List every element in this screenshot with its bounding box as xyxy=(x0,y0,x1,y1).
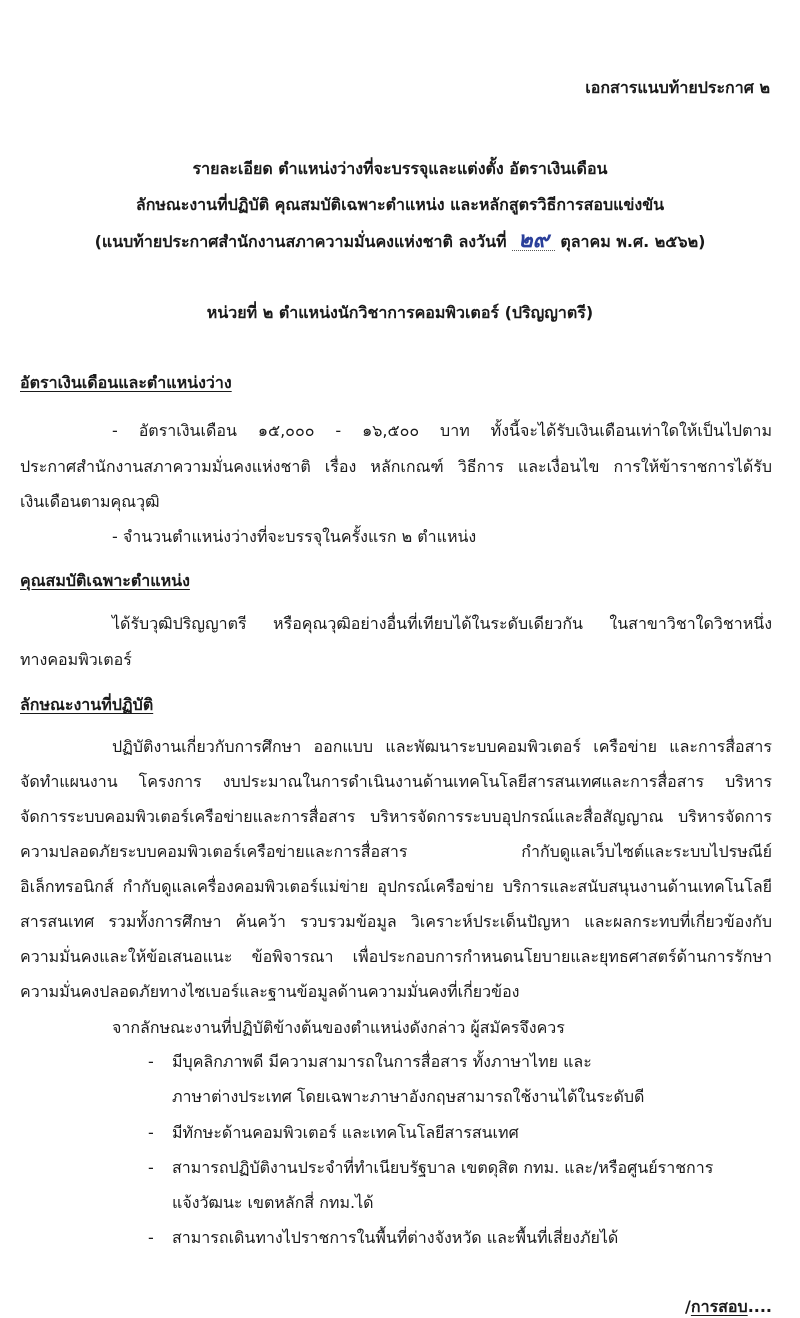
qualification-line-1: ได้รับวุฒิปริญญาตรี หรือคุณวุฒิอย่างอื่นที่เทียบได้ในระดับเดียวกัน ในสาขาวิชาใดวิชาหนึ่ง xyxy=(112,614,772,633)
continuation-marker xyxy=(685,1296,772,1318)
duties-line: ปฏิบัติงานเกี่ยวกับการศึกษา ออกแบบ และพัฒนาระบบคอมพิวเตอร์ เครือข่าย และการสื่อสาร xyxy=(112,737,772,756)
duties-line: ความมั่นคงปลอดภัยทางไซเบอร์และฐานข้อมูลด้านความมั่นคงที่เกี่ยวข้อง xyxy=(20,982,520,1001)
title-line-3-prefix: (แนบท้ายประกาศสำนักงานสภาความมั่นคงแห่งชาติ ลงวันที่ xyxy=(94,232,507,251)
salary-heading: อัตราเงินเดือนและตำแหน่งว่าง xyxy=(20,373,232,392)
bullet-text-continued: แจ้งวัฒนะ เขตหลักสี่ กทม.ได้ xyxy=(172,1193,374,1212)
bullet-text: มีบุคลิกภาพดี มีความสามารถในการสื่อสาร ทั้งภาษาไทย และ xyxy=(172,1052,592,1071)
duties-heading: ลักษณะงานที่ปฏิบัติ xyxy=(20,695,154,714)
attachment-label: เอกสารแนบท้ายประกาศ ๒ xyxy=(585,78,770,97)
duties-line: จัดการระบบคอมพิวเตอร์เครือข่ายและการสื่อสาร บริหารจัดการระบบอุปกรณ์และสื่อสัญญาณ บริหารจัดการ xyxy=(20,807,772,826)
duties-line: สารสนเทศ รวมทั้งการศึกษา ค้นคว้า รวบรวมข้อมูล วิเคราะห์ประเด็นปัญหา และผลกระทบที่เกี่ยวข้องกับ xyxy=(20,912,772,931)
duties-line: ความปลอดภัยระบบคอมพิวเตอร์เครือข่ายและการสื่อสาร กำกับดูแลเว็บไซต์และระบบไปรษณีย์ xyxy=(20,842,772,861)
bullet-text: สามารถปฏิบัติงานประจำที่ทำเนียบรัฐบาล เขตดุสิต กทม. และ/หรือศูนย์ราชการ xyxy=(172,1158,714,1177)
duties-line: จัดทำแผนงาน โครงการ งบประมาณในการดำเนินงานด้านเทคโนโลยีสารสนเทศและการสื่อสาร บริหาร xyxy=(20,772,772,791)
title-line-3-suffix: ตุลาคม พ.ศ. ๒๕๖๒) xyxy=(560,232,706,251)
continuation-word: การสอบ xyxy=(690,1297,748,1316)
salary-line-1: - อัตราเงินเดือน ๑๕,๐๐๐ - ๑๖,๕๐๐ บาท ทั้งนี้จะได้รับเงินเดือนเท่าใดให้เป็นไปตาม xyxy=(112,421,772,440)
positions-line: - จำนวนตำแหน่งว่างที่จะบรรจุในครั้งแรก ๒ ตำแหน่ง xyxy=(112,527,477,546)
duties-line: ความมั่นคงและให้ข้อเสนอแนะ ข้อพิจารณา เพื่อประกอบการกำหนดนโยบายและยุทธศาสตร์ด้านการรักษา xyxy=(20,947,772,966)
title-line-3 xyxy=(0,227,800,253)
handwritten-date: ๒๙ xyxy=(512,230,555,251)
salary-line-3: เงินเดือนตามคุณวุฒิ xyxy=(20,492,160,511)
bullet-marker: - xyxy=(148,1123,154,1142)
qualification-heading: คุณสมบัติเฉพาะตำแหน่ง xyxy=(20,571,190,590)
duties-line: อิเล็กทรอนิกส์ กำกับดูแลเครื่องคอมพิวเตอร์แม่ข่าย อุปกรณ์เครือข่าย บริการและสนับสนุนงานด้านเทคโนโลยี xyxy=(20,877,772,896)
continuation-slash: / xyxy=(685,1297,691,1316)
bullet-text: มีทักษะด้านคอมพิวเตอร์ และเทคโนโลยีสารสนเทศ xyxy=(172,1123,519,1142)
bullet-marker: - xyxy=(148,1052,154,1071)
qualification-line-2: ทางคอมพิวเตอร์ xyxy=(20,650,132,669)
title-line-2: ลักษณะงานที่ปฏิบัติ คุณสมบัติเฉพาะตำแหน่ง และหลักสูตรวิธีการสอบแข่งขัน xyxy=(135,195,665,214)
continuation-dots: .... xyxy=(747,1297,772,1316)
unit-title: หน่วยที่ ๒ ตำแหน่งนักวิชาการคอมพิวเตอร์ (ปริญญาตรี) xyxy=(206,303,594,322)
bullet-marker: - xyxy=(148,1158,154,1177)
title-line-1: รายละเอียด ตำแหน่งว่างที่จะบรรจุและแต่งตั้ง อัตราเงินเดือน xyxy=(192,159,608,178)
duties-intro: จากลักษณะงานที่ปฏิบัติข้างต้นของตำแหน่งดังกล่าว ผู้สมัครจึงควร xyxy=(112,1018,565,1037)
bullet-text-continued: ภาษาต่างประเทศ โดยเฉพาะภาษาอังกฤษสามารถใช้งานได้ในระดับดี xyxy=(172,1087,645,1106)
salary-line-2: ประกาศสำนักงานสภาความมั่นคงแห่งชาติ เรื่อง หลักเกณฑ์ วิธีการ และเงื่อนไข การให้ข้าราชการได้รับ xyxy=(20,457,772,476)
bullet-text: สามารถเดินทางไปราชการในพื้นที่ต่างจังหวัด และพื้นที่เสี่ยงภัยได้ xyxy=(172,1228,619,1247)
bullet-marker: - xyxy=(148,1228,154,1247)
